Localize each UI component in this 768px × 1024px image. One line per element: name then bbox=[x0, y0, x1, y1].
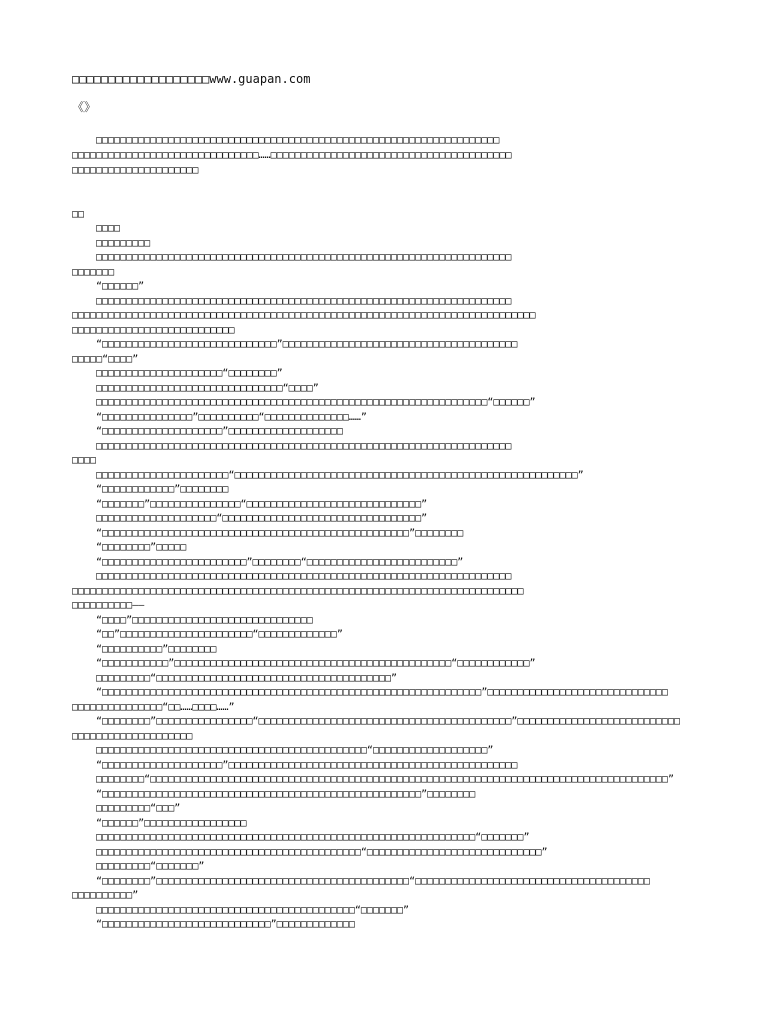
paragraph-line: □□□□□□□□□□□□□□□□□□□□□□□□□□□□□□□□□□□□□□□□□□□□□□□□□□□□□□□□□□□□□□□□□□□□□ bbox=[96, 252, 512, 263]
paragraph-line: □□□□□□□□□□□□□□□□□□□□□□□□□□□□□□□□□□□□□□□□□□□□□□□□□□□□□□□□□□□□□□□□□“□□□□□□” bbox=[96, 397, 536, 408]
paragraph-line: “□□□□□□□□”□□□□□□□□□□□□□□□□□□□□□□□□□□□□□□□□□□□□□□□□□□“□□□□□□□□□□□□□□□□□□□□□□□□□□□□□□□□□□□□□□□ bbox=[96, 875, 650, 887]
paragraph-line: □□□□□□□□“□□□□□□□□□□□□□□□□□□□□□□□□□□□□□□□□□□□□□□□□□□□□□□□□□□□□□□□□□□□□□□□□□□□□□□□□□□□□□□□□□□□□□□” bbox=[96, 774, 674, 785]
paragraph-line: □□□□□□□□□□□□□□□□□□□□□□□□□□□□□□□□□□□□□□□□□□□□□□□□□□□□□□□□□□□□□□□□□□□□□ bbox=[96, 440, 512, 452]
paragraph-line: □□□□□□□ bbox=[72, 266, 115, 278]
paragraph-line: “□□”□□□□□□□□□□□□□□□□□□□□□□“□□□□□□□□□□□□□” bbox=[96, 629, 343, 640]
paragraph-line: □□□□□□□□□□□□□□□□□□□□□□□□□□□□□□□□□□□□□□□□□□□□□□□□□□□□□□□□□□□□□□□□□□□□□ bbox=[96, 295, 512, 307]
paragraph-line: □□□□□□□□□□□□□□□□□□□□“□□□□□□□□□□□□□□□□□□□□□□□□□□□□□□□□□” bbox=[96, 513, 428, 524]
paragraph-line: □□□□ bbox=[96, 223, 121, 234]
paragraph-line: □□□□□“□□□□” bbox=[72, 353, 139, 365]
paragraph-line: “□□□□□□□□□□□□□□□□□□□□□□□□”□□□□□□□□“□□□□□□□□□□□□□□□□□□□□□□□□□” bbox=[96, 556, 464, 568]
paragraph-line: “□□□□□□□□□□□□”□□□□□□□□ bbox=[96, 484, 229, 495]
intro-line: □□□□□□□□□□□□□□□□□□□□□□□□□□□□□□□……□□□□□□□□□□□□□□□□□□□□□□□□□□□□□□□□□□□□□□□□ bbox=[72, 150, 512, 161]
paragraph-line: □□□□□□□□□“□□□” bbox=[96, 803, 181, 814]
paragraph-line: “□□□□□□□□□□□□□□□□□□□□□□□□□□□□”□□□□□□□□□□□□□ bbox=[96, 919, 355, 930]
paragraph-line: □□□□□□□□□□” bbox=[72, 890, 139, 901]
paragraph-line: □□□□□□□□□□□□□□□□□□□□□□“□□□□□□□□□□□□□□□□□□□□□□□□□□□□□□□□□□□□□□□□□□□□□□□□□□□□□□□□□” bbox=[96, 469, 584, 481]
paragraph-line: □□□□□□□□□□—— bbox=[72, 600, 145, 611]
intro-line: □□□□□□□□□□□□□□□□□□□□□ bbox=[72, 165, 199, 176]
paragraph-line: □□□□□□□□□□□□□□□□□□□□□□□□□□□□□□□□□□□□□□□□□□□“□□□□□□□” bbox=[96, 904, 410, 916]
paragraph-line: “□□□□□□□□□□□□□□□□□□□□”□□□□□□□□□□□□□□□□□□□□□□□□□□□□□□□□□□□□□□□□□□□□□□□□ bbox=[96, 759, 518, 771]
paragraph-line: □□□□□□□□□□□□□□□□□□□□□□□□□□□□□□□□□□□□□□□□□□□□□□□□□□□□□□□□□□□□□□□“□□□□□□□” bbox=[96, 832, 530, 843]
paragraph-line: □□□□□□□□□ bbox=[96, 237, 151, 249]
header-text: □□□□□□□□□□□□□□□□□□□www.guapan.com bbox=[72, 72, 311, 86]
intro-line: □□□□□□□□□□□□□□□□□□□□□□□□□□□□□□□□□□□□□□□□□□□□□□□□□□□□□□□□□□□□□□□□□□□ bbox=[96, 135, 500, 146]
paragraph-line: “□□□□□□□□□□□□□□□□□□□□□□□□□□□□□□□□□□□□□□□□□□□□□□□□□□□□□□□□□□□□□□□”□□□□□□□□□□□□□□□□□□□□□□□□□□□□□□ bbox=[96, 687, 668, 698]
paragraph-line: “□□□□□□”□□□□□□□□□□□□□□□□□ bbox=[96, 817, 247, 829]
paragraph-line: □□□□□□□□□□□□□□□□□□□□□□□□□□□□□□□□□□□□□□□□□□□□“□□□□□□□□□□□□□□□□□□□□□□□□□□□□□” bbox=[96, 846, 548, 858]
paragraph-line: □□□□□□□□□□□□□□□“□□……□□□□……” bbox=[72, 701, 235, 713]
paragraph-line: “□□□□□□□”□□□□□□□□□□□□□□□“□□□□□□□□□□□□□□□□□□□□□□□□□□□□□” bbox=[96, 498, 428, 510]
paragraph-line: □□□□□□□□□□□□□□□□□□□□□□□□□□□□□□□□□□□□□□□□□□□□□“□□□□□□□□□□□□□□□□□□□” bbox=[96, 745, 494, 756]
paragraph-line: □□□□□□□□□“□□□□□□□” bbox=[96, 861, 205, 872]
paragraph-line: “□□□□”□□□□□□□□□□□□□□□□□□□□□□□□□□□□□□ bbox=[96, 614, 313, 626]
paragraph-line: “□□□□□□□□□□□□□□□□□□□□□□□□□□□□□□□□□□□□□□□□□□□□□□□□□□□”□□□□□□□□ bbox=[96, 527, 464, 539]
paragraph-line: □□□□□□□□□“□□□□□□□□□□□□□□□□□□□□□□□□□□□□□□□□□□□□□□□” bbox=[96, 672, 398, 684]
paragraph-line: “□□□□□□□□”□□□□□ bbox=[96, 542, 187, 553]
paragraph-line: “□□□□□□□□□□□□□□□□□□□□”□□□□□□□□□□□□□□□□□□□ bbox=[96, 426, 343, 437]
paragraph-line: □□□□□□□□□□□□□□□□□□□□□□□□□□□□□□□□□□□□□□□□□□□□□□□□□□□□□□□□□□□□□□□□□□□□□ bbox=[96, 571, 512, 582]
paragraph-line: “□□□□□□□□□□□□□□□□□□□□□□□□□□□□□□□□□□□□□□□□□□□□□□□□□□□□□”□□□□□□□□ bbox=[96, 788, 476, 800]
paragraph-line: □□□□□□□□□□□□□□□□□□□□□□□□□□□□□□□□□□□□□□□□□□□□□□□□□□□□□□□□□□□□□□□□□□□□□□□□□□□□□ bbox=[72, 310, 536, 321]
paragraph-line: “□□□□□□□□”□□□□□□□□□□□□□□□□“□□□□□□□□□□□□□□□□□□□□□□□□□□□□□□□□□□□□□□□□□□”□□□□□□□□□□□□□□□□□□□□□□□□□□□ bbox=[96, 716, 680, 727]
paragraph-line: □□□□□□□□□□□□□□□□□□□□□□□□□□□□□□□“□□□□” bbox=[96, 382, 319, 394]
paragraph-line: □□□□□□□□□□□□□□□□□□□□□“□□□□□□□□” bbox=[96, 368, 283, 379]
paragraph-line: “□□□□□□□□□□□□□□□□□□□□□□□□□□□□□”□□□□□□□□□□□□□□□□□□□□□□□□□□□□□□□□□□□□□□□ bbox=[96, 339, 518, 350]
paragraph-line: “□□□□□□□□□□□”□□□□□□□□□□□□□□□□□□□□□□□□□□□□□□□□□□□□□□□□□□□□□□“□□□□□□□□□□□□” bbox=[96, 658, 536, 669]
paragraph-line: “□□□□□□” bbox=[96, 281, 145, 292]
paragraph-line: □□□□□□□□□□□□□□□□□□□□□□□□□□□ bbox=[72, 324, 235, 336]
paragraph-line: □□□□□□□□□□□□□□□□□□□□□□□□□□□□□□□□□□□□□□□□□□□□□□□□□□□□□□□□□□□□□□□□□□□□□□□□□□□ bbox=[72, 585, 524, 597]
book-title-mark: 《》 bbox=[72, 100, 97, 114]
paragraph-line: □□□□ bbox=[72, 455, 97, 466]
chapter-heading: □□ bbox=[72, 209, 85, 220]
paragraph-line: “□□□□□□□□□□□□□□□”□□□□□□□□□□“□□□□□□□□□□□□□□……” bbox=[96, 411, 367, 423]
paragraph-line: “□□□□□□□□□□”□□□□□□□□ bbox=[96, 643, 217, 655]
paragraph-line: □□□□□□□□□□□□□□□□□□□□ bbox=[72, 730, 193, 742]
